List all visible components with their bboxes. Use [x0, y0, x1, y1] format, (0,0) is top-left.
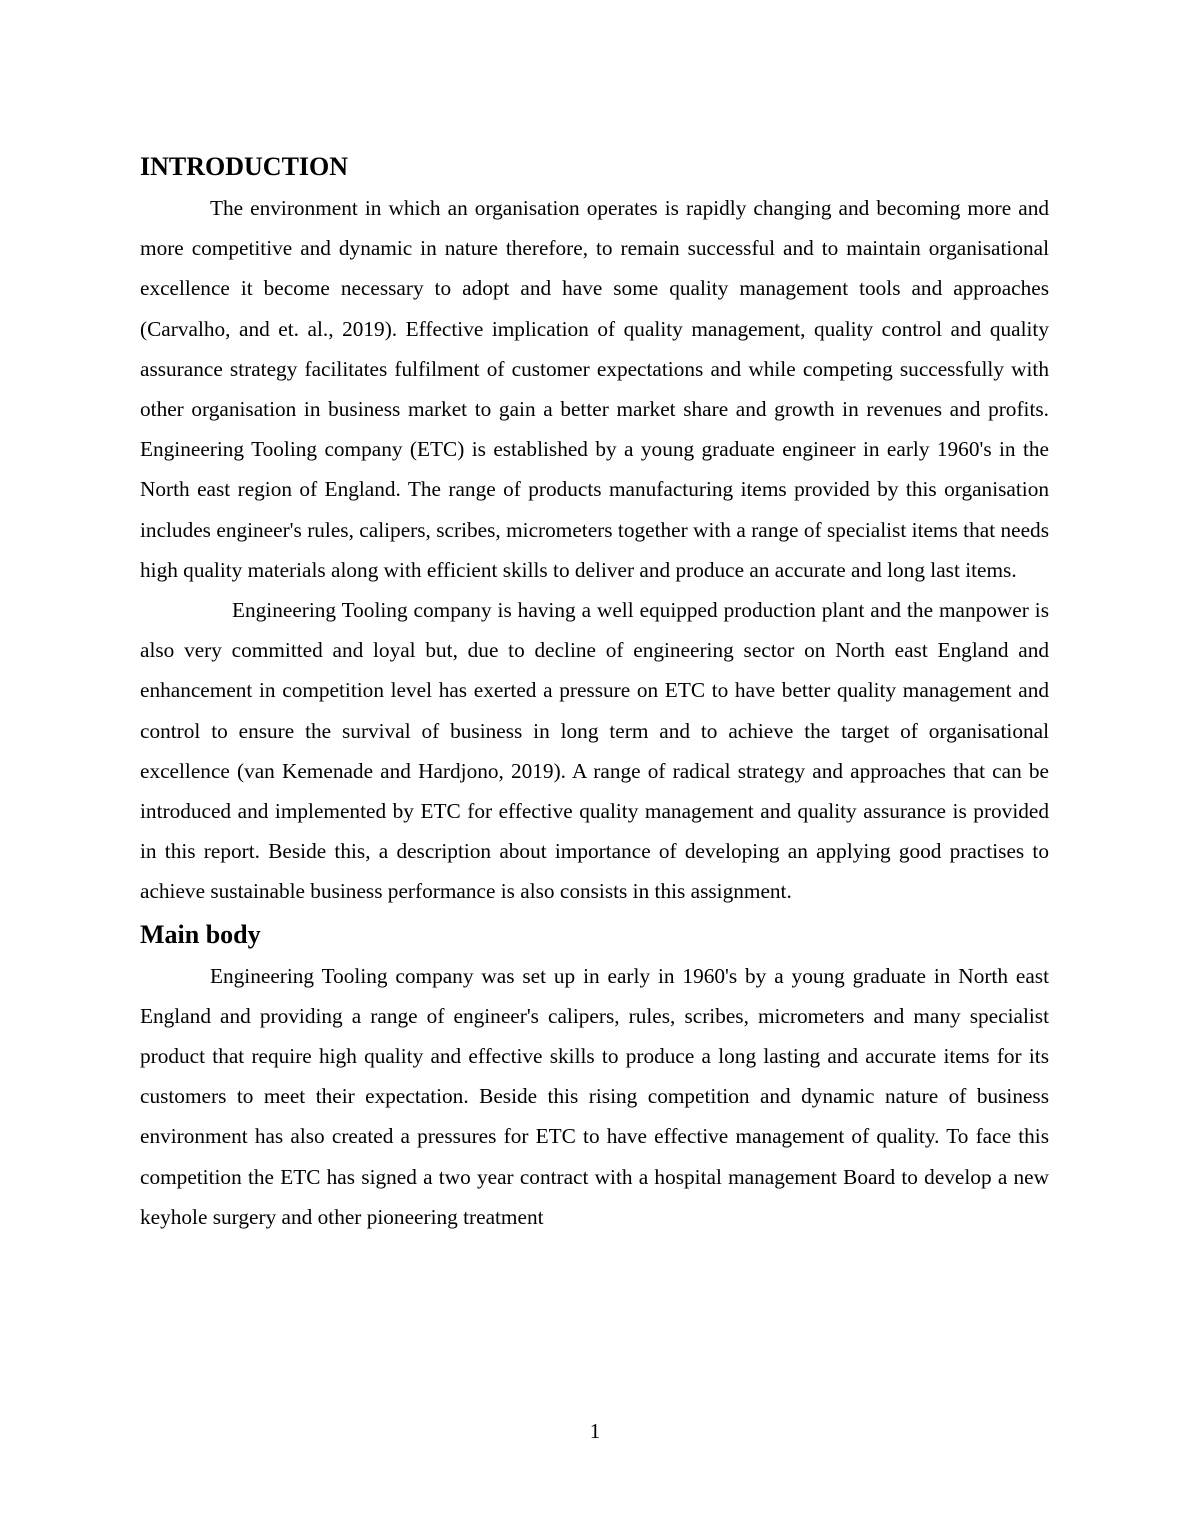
introduction-paragraph-1: The environment in which an organisation operates is rapidly changing and becoming more and more competitive and dynamic in nature therefore, to remain successful and to maintain organisational excellence it become necessary to adopt and have some quality management tools and approaches (Carvalho, and et. al., 2019). Effective implication of quality management, quality control and quality assurance strategy facilitates fulfilment of customer expectations and while competing successfully with other organisation in business market to gain a better market share and growth in revenues and profits. Engineering Tooling company (ETC) is established by a young graduate engineer in early 1960's in the North east region of England. The range of products manufacturing items provided by this organisation includes engineer's rules, calipers, scribes, micrometers together with a range of specialist items that needs high quality materials along with efficient skills to deliver and produce an accurate and long last items.	[140, 196, 1049, 582]
main-body-heading: Main body	[140, 919, 261, 949]
page-content	[140, 150, 1049, 1237]
introduction-heading: INTRODUCTION	[140, 152, 349, 181]
introduction-paragraph-2: Engineering Tooling company is having a well equipped production plant and the manpower is also very committed and loyal but, due to decline of engineering sector on North east England and enhancement in competition level has exerted a pressure on ETC to have better quality management and control to ensure the survival of business in long term and to achieve the target of organisational excellence (van Kemenade and Hardjono, 2019). A range of radical strategy and approaches that can be introduced and implemented by ETC for effective quality management and quality assurance is provided in this report. Beside this, a description about importance of developing an applying good practises to achieve sustainable business performance is also consists in this assignment.	[140, 598, 1049, 904]
main-body-paragraph-1: Engineering Tooling company was set up in early in 1960's by a young graduate in North east England and providing a range of engineer's calipers, rules, scribes, micrometers and many specialist product that require high quality and effective skills to produce a long lasting and accurate items for its customers to meet their expectation. Beside this rising competition and dynamic nature of business environment has also created a pressures for ETC to have effective management of quality. To face this competition the ETC has signed a two year contract with a hospital management Board to develop a new keyhole surgery and other pioneering treatment	[140, 963, 1049, 1229]
page-number: 1	[589, 1419, 601, 1443]
